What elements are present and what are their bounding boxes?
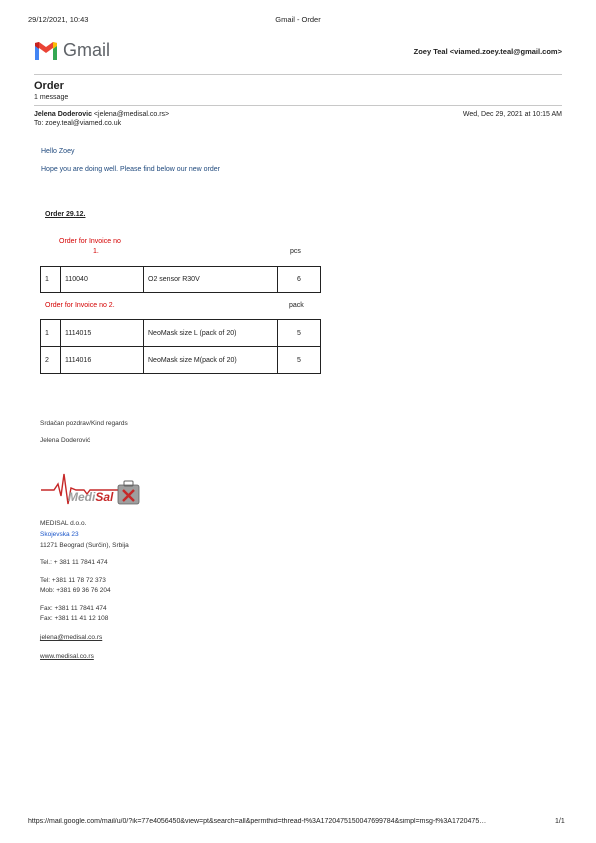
table-cell: 110040: [61, 267, 144, 293]
logo-sal: Sal: [95, 490, 114, 504]
table-cell: NeoMask size M(pack of 20): [144, 347, 278, 374]
subject-divider: [34, 105, 562, 106]
table-cell: 5: [278, 320, 321, 347]
thread-subject: Order: [34, 80, 64, 92]
message-date: Wed, Dec 29, 2021 at 10:15 AM: [462, 111, 562, 118]
table-row: [41, 320, 321, 347]
sender-name: Jelena Doderovic: [34, 111, 92, 118]
street-address[interactable]: Skojevska 23: [40, 531, 79, 538]
order-table-1: [40, 266, 321, 293]
table-cell: O2 sensor R30V: [144, 267, 278, 293]
table-cell: 1: [41, 320, 61, 347]
invoice1-number: 1.: [93, 248, 99, 255]
gmail-logo-text: Gmail: [63, 40, 111, 60]
table-cell: 1114016: [61, 347, 144, 374]
print-url: https://mail.google.com/mail/u/0/?ik=77e4056450&view=pt&search=all&permthid=thread-f%3A1720475150047699784&simpl=msg-f%3A1720475…: [28, 818, 487, 825]
print-title: Gmail - Order: [275, 15, 321, 24]
fax-2: Fax: +381 11 41 12 108: [40, 615, 109, 622]
table-cell: 1114015: [61, 320, 144, 347]
table-cell: 1: [41, 267, 61, 293]
website-link[interactable]: www.medisal.co.rs: [40, 653, 94, 660]
table-cell: 6: [278, 267, 321, 293]
invoice2-label: Order for Invoice no 2.: [45, 302, 115, 309]
medkit-icon: [118, 481, 139, 504]
recipient: To: zoey.teal@viamed.co.uk: [34, 120, 122, 127]
medisal-logo-text: [68, 490, 113, 504]
invoice1-label: Order for Invoice no: [59, 238, 121, 245]
unit-pack: pack: [289, 302, 304, 309]
table-row: [41, 267, 321, 293]
greeting: Hello Zoey: [41, 148, 75, 155]
fax-1: Fax: +381 11 7841 474: [40, 605, 107, 612]
logo-medi: Medi: [68, 490, 96, 504]
city-address: 11271 Beograd (Surčin), Srbija: [40, 542, 129, 549]
page-number: 1/1: [555, 818, 565, 825]
intro-text: Hope you are doing well. Please find below our new order: [41, 166, 220, 173]
sender: [34, 111, 169, 118]
unit-pcs: pcs: [290, 248, 301, 255]
account-info: Zoey Teal <viamed.zoey.teal@gmail.com>: [413, 47, 562, 56]
sender-email: <jelena@medisal.co.rs>: [93, 111, 170, 118]
mobile: Mob: +381 69 36 76 204: [40, 587, 111, 594]
message-count: 1 message: [34, 94, 69, 101]
table-row: [41, 347, 321, 374]
header-divider: [34, 74, 562, 75]
company-name: MEDISAL d.o.o.: [40, 520, 87, 527]
order-title: Order 29.12.: [45, 211, 86, 218]
table-cell: 5: [278, 347, 321, 374]
phone-2: Tel: +381 11 78 72 373: [40, 577, 106, 584]
order-table-2: [40, 319, 321, 374]
phone-1: Tel.: + 381 11 7841 474: [40, 559, 108, 566]
email-link[interactable]: jelena@medisal.co.rs: [40, 634, 103, 641]
table-cell: 2: [41, 347, 61, 374]
gmail-logo-icon[interactable]: [34, 41, 58, 61]
sign-off: Srdačan pozdrav/Kind regards: [40, 420, 128, 427]
table-cell: NeoMask size L (pack of 20): [144, 320, 278, 347]
signature-name: Jelena Doderović: [40, 437, 91, 444]
print-datetime: 29/12/2021, 10:43: [28, 15, 89, 24]
